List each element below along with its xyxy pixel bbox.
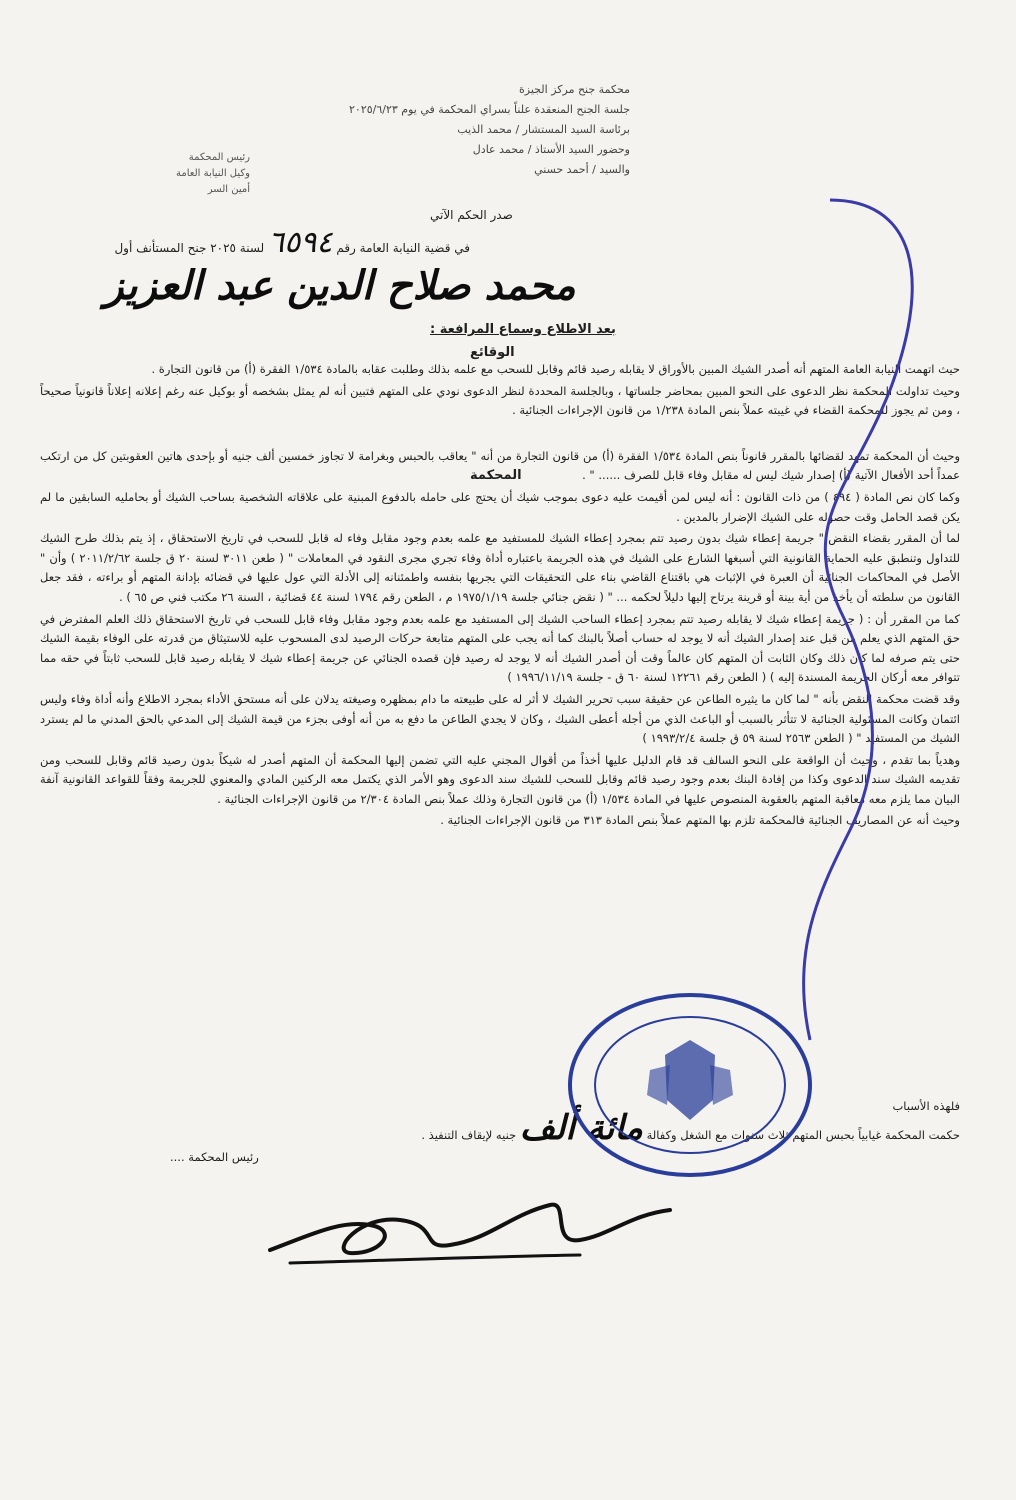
- ruling-suffix: مع الشغل وكفالة: [646, 1128, 728, 1142]
- grounds-label: فلهذه الأسباب: [892, 1099, 960, 1113]
- paragraph-reasoning: وهدياً بما تقدم ، وحيث أن الواقعة على النحو السالف قد قام الدليل عليها أخذاً من أقوال المجني عليه التي تضمن إليها المحكمة أن المتهم أصدر له شيكاً بدون رصيد قائم وقابل للسحب ومن تقديمه الشيك سند الدعوى وكذا من إفادة البنك بعدم وجود رصيد قائم وقابل للسحب للشيك سند الدعوى وهو الأمر الذي يكتمل معه الركنين المادي والمعنوي للجريمة وفقاً للقواعد القانونية آنفة البيان مما يلزم معه معاقبة المتهم بالعقوبة المنصوص عليها في المادة ١/٥٣٤ (أ) من قانون التجارة وذلك عملاً بنص المادة ٢/٣٠٤ من قانون الإجراءات الجنائية .: [40, 752, 960, 806]
- header-side-notes: [130, 150, 250, 198]
- bail-amount: مائة ألف: [519, 1108, 643, 1148]
- side-note: أمين السر: [207, 184, 250, 195]
- verdict-issued-label: صدر الحكم الآتي: [430, 208, 513, 222]
- judgment-body: [40, 360, 960, 833]
- paragraph-precedent-3: وقد قضت محكمة النقض بأنه " لما كان ما يثيره الطاعن عن حقيقة سبب تحرير الشيك لا أثر له على طبيعته ما دام بمظهره وصيغته يدلان على أنه مستحق الأداء بمجرد الاطلاع وأنه أداة وفاء وليس ائتمان وكانت المسئولية الجنائية لا تتأثر بالسبب أو الباعث الذي من أجله أعطى الشيك ، وكان لا يجدي الطاعن ما دفع به من أنه أوفى بجزء من قيمة الشيك إلى المدعي بالحق المدني ما لم يسترد الشيك من المستفيد " ( الطعن ٢٥٦٣ لسنة ٥٩ ق جلسة ١٩٩٣/٢/٤ ): [40, 691, 960, 746]
- paragraph-proceedings: وحيث تداولت المحكمة نظر الدعوى على النحو المبين بمحاضر جلساتها ، وبالجلسة المحددة لنظر الدعوى نودي على المتهم فتبين أنه لم يمثل بشخصه أو بوكيل عنه رغم إعلانه إعلاناً قانونياً صحيحاً ، ومن ثم يجوز للمحكمة القضاء في غيبته عملاً بنص المادة ١/٢٣٨ من قانون الإجراءات الجنائية .: [40, 383, 960, 418]
- president-label: رئيس المحكمة ....: [170, 1150, 259, 1164]
- case-line: [90, 225, 470, 260]
- paragraph-article-494: وكما كان نص المادة ( ٤٩٤ ) من ذات القانون : أنه ليس لمن أقيمت عليه دعوى بموجب شيك أن يحتج على حامله بالدفوع المبنية على علاقاته الشخصية بساحب الشيك أو بحامليه السابقين ما لم يكن قصد الحامل وقت حصوله على الشيك الإضرار بالمدين .: [40, 489, 960, 524]
- case-prefix: في قضية النيابة العامة رقم: [336, 241, 470, 255]
- defendant-name: محمد صلاح الدين عبد العزيز: [104, 262, 576, 309]
- paragraph-charge: حيث اتهمت النيابة العامة المتهم أنه أصدر الشيك المبين بالأوراق لا يقابله رصيد قائم وقابل للسحب مع علمه بذلك وطلبت عقابه بالمادة ١/٥٣٤ الفقرة (أ) من قانون التجارة .: [151, 362, 960, 376]
- side-note: رئيس المحكمة: [188, 152, 250, 163]
- suspension-note: جنيه لإيقاف التنفيذ .: [421, 1128, 517, 1142]
- header-line: محكمة جنح مركز الجيزة: [519, 83, 630, 96]
- paragraph-precedent-1: لما أن المقرر بقضاء النقض " جريمة إعطاء شيك بدون رصيد تتم بمجرد إعطاء الشيك للمستفيد مع علمه بعدم وجود مقابل وفاء له قابل للسحب في تاريخ الاستحقاق ، إذ يتم بذلك طرح الشيك للتداول وتنطبق عليه الحماية القانونية التي أسبغها الشارع على الشيك في هذه الجريمة باعتباره أداة وفاء تجري مجرى النقود في المعاملات " ( طعن ٣٠١١ لسنة ٢٠ ق جلسة ٢٠١١/٢/٦٢ ) وأن " الأصل في المحاكمات الجنائية أن العبرة في الإثبات هي باقتناع القاضي بناء على التحقيقات التي يجريها بنفسه واطمئنانه إلى الأدلة التي عول عليها في قضائه بإدانة المتهم أو براءته ، فقد جعل القانون من سلطته أن يأخذ من أية بينة أو قرينة يرتاح إليها دليلاً لحكمه ... " ( نقض جنائي جلسة ١٩٧٥/١/١٩ م ، الطعن رقم ١٧٩٤ لسنة ٤٤ قضائية ، السنة ٢٦ مكتب فني ص ٦٥ ) .: [40, 531, 961, 604]
- official-stamp: [555, 985, 825, 1185]
- ruling-line: [60, 1108, 960, 1148]
- court-heading: المحكمة: [470, 468, 522, 483]
- header-line: وحضور السيد الأستاذ / محمد عادل: [472, 143, 630, 156]
- after-review-heading: بعد الاطلاع وسماع المرافعة :: [430, 322, 616, 337]
- header-line: والسيد / أحمد حسني: [534, 163, 630, 176]
- paragraph-costs: وحيث أنه عن المصاريف الجنائية فالمحكمة تلزم بها المتهم عملاً بنص المادة ٣١٣ من قانون الإجراءات الجنائية .: [440, 813, 960, 828]
- header-line: جلسة الجنح المنعقدة علناً بسراي المحكمة في يوم ٢٠٢٥/٦/٢٣: [349, 103, 630, 116]
- header-line: برئاسة السيد المستشار / محمد الذيب: [457, 123, 630, 136]
- paragraph-law: وحيث أن المحكمة تمهد لقضائها بالمقرر قانوناً بنص المادة ١/٥٣٤ الفقرة (أ) من قانون التجارة من أنه " يعاقب بالحبس وبغرامة لا تجاوز خمسين ألف جنيه أو بإحدى هاتين العقوبتين كل من ارتكب عمداً أحد الأفعال الآتية (أ) إصدار شيك ليس له مقابل وفاء قابل للصرف ...... " .: [40, 448, 960, 483]
- ruling-duration: ثلاث سنوات: [731, 1128, 789, 1142]
- facts-heading: الوقائع: [470, 345, 515, 360]
- side-note: وكيل النيابة العامة: [175, 168, 250, 179]
- judge-signature: [250, 1195, 710, 1275]
- case-suffix: لسنة ٢٠٢٥ جنح المستأنف أول: [114, 241, 265, 255]
- paragraph-precedent-2: كما من المقرر أن : ( جريمة إعطاء شيك لا يقابله رصيد تتم بمجرد إعطاء الساحب الشيك إلى المستفيد مع علمه بعدم وجود مقابل وفاء قابل للسحب في تاريخ الاستحقاق ذلك العلم المفترض في حق المتهم الذي يعلم من قبل عند إصدار الشيك أنه لا يوجد له حساب أصلاً بالبنك كما أنه يجب على المتهم متابعة حركات الرصيد لدى المسحوب عليه للاستيثاق من قدرته على الوفاء بقيمة الشيك حتى يتم صرفه لما كان ذلك وكان الثابت أن المتهم كان عالماً وقت أن أصدر الشيك أنه لا يوجد له رصيد فإن قصده الجنائي عن جريمة إعطاء شيك لا يقابله رصيد قابل للسحب ثابتاً في حقه مما تتوافر معه أركان الجريمة المسندة إليه ) ( الطعن رقم ١٢٢٦١ لسنة ٦٠ ق - جلسة ١٩٩٦/١١/١٩ ): [40, 611, 960, 685]
- judgment-closing: [60, 1095, 960, 1146]
- ruling-prefix: حكمت المحكمة غيابياً بحبس المتهم: [792, 1128, 960, 1142]
- case-number: ٦٥٩٤: [268, 225, 333, 260]
